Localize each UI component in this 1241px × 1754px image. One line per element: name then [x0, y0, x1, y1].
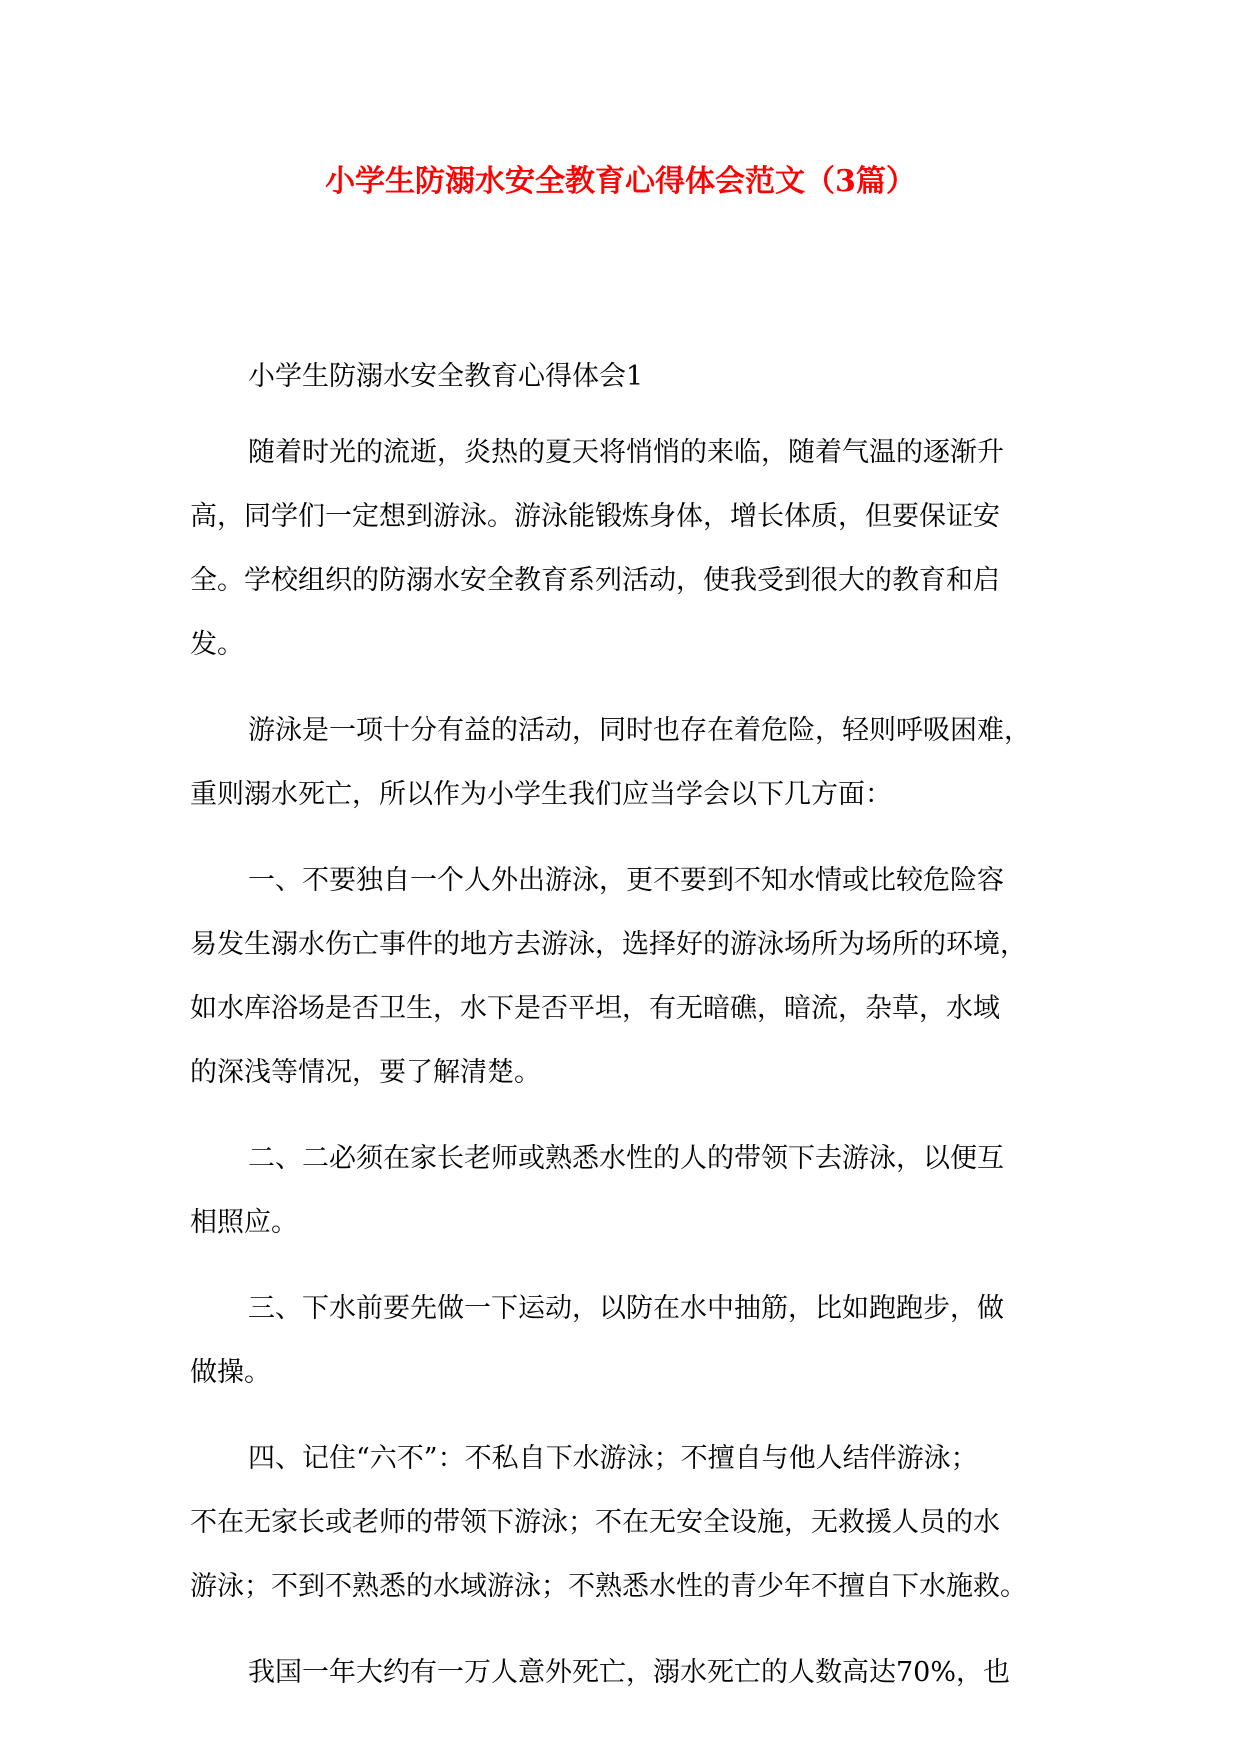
paragraph-line: 我国一年大约有一万人意外死亡，溺水死亡的人数高达70%，也 — [248, 1657, 1011, 1688]
paragraph-6 — [190, 1427, 1060, 1619]
paragraph-line: 的深浅等情况，要了解清楚。 — [190, 1057, 541, 1088]
section-heading: 小学生防溺水安全教育心得体会1 — [248, 361, 644, 392]
paragraph-line: 相照应。 — [190, 1207, 298, 1238]
paragraph-4 — [190, 1127, 1060, 1255]
paragraph-1 — [190, 421, 1060, 677]
paragraph-5 — [190, 1277, 1060, 1405]
paragraph-line: 游泳是一项十分有益的活动，同时也存在着危险，轻则呼吸困难， — [248, 715, 1031, 746]
paragraph-line: 全。学校组织的防溺水安全教育系列活动，使我受到很大的教育和启 — [190, 565, 1000, 596]
paragraph-line: 随着时光的流逝，炎热的夏天将悄悄的来临，随着气温的逐渐升 — [248, 437, 1004, 468]
paragraph-line: 不在无家长或老师的带领下游泳；不在无安全设施，无救援人员的水 — [190, 1507, 1000, 1538]
paragraph-line: 做操。 — [190, 1357, 271, 1388]
paragraph-line: 游泳；不到不熟悉的水域游泳；不熟悉水性的青少年不擅自下水施救。 — [190, 1571, 1027, 1602]
document-body — [190, 355, 1060, 1727]
paragraph-3 — [190, 849, 1060, 1105]
paragraph-line: 高，同学们一定想到游泳。游泳能锻炼身体，增长体质，但要保证安 — [190, 501, 1000, 532]
paragraph-line: 一、不要独自一个人外出游泳，更不要到不知水情或比较危险容 — [248, 865, 1004, 896]
document-title: 小学生防溺水安全教育心得体会范文（3篇） — [325, 164, 916, 199]
paragraph-line: 发。 — [190, 629, 244, 660]
paragraph-7 — [190, 1641, 1060, 1705]
paragraph-line: 如水库浴场是否卫生，水下是否平坦，有无暗礁，暗流，杂草，水域 — [190, 993, 1000, 1024]
paragraph-line: 二、二必须在家长老师或熟悉水性的人的带领下去游泳，以便互 — [248, 1143, 1004, 1174]
paragraph-line: 易发生溺水伤亡事件的地方去游泳，选择好的游泳场所为场所的环境， — [190, 929, 1027, 960]
paragraph-line: 四、记住“六不”：不私自下水游泳；不擅自与他人结伴游泳； — [248, 1443, 978, 1474]
paragraph-2 — [190, 699, 1060, 827]
paragraph-line: 重则溺水死亡，所以作为小学生我们应当学会以下几方面： — [190, 779, 892, 810]
paragraph-line: 三、下水前要先做一下运动，以防在水中抽筋，比如跑跑步，做 — [248, 1293, 1004, 1324]
